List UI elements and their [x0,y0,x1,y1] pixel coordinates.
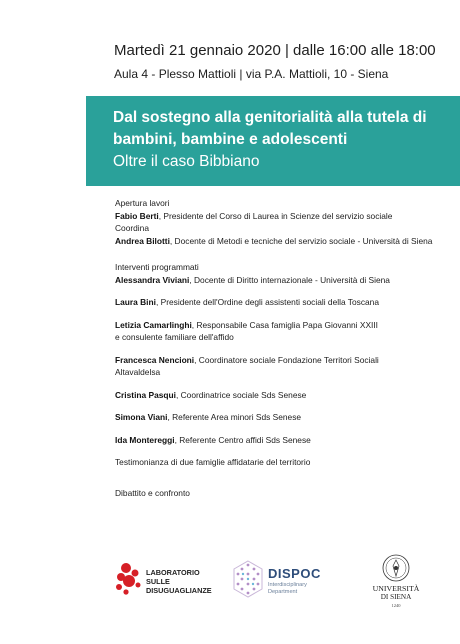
speaker-item [115,274,445,287]
opening-speaker [115,210,445,223]
speaker-item [115,296,445,309]
speaker-item [115,411,445,424]
event-title: Dal sostegno alla genitorialità alla tutela di bambini, bambine e adolescenti [113,109,427,148]
chair-speaker [115,235,445,248]
title-banner [86,96,460,186]
speaker-role: , Referente Centro affidi Sds Senese [174,434,311,445]
chair-label: Coordina [115,223,149,233]
speaker-name: Ida Montereggi [115,434,175,445]
speaker-role: , Referente Area minori Sds Senese [167,412,302,422]
event-header [114,41,436,83]
speaker-item [115,434,445,447]
red-dots-icon [114,560,144,600]
dispoc-sub: Interdisciplinary Department [268,582,307,595]
speaker-item [115,389,445,402]
speaker-role-cont: Altavaldelsa [115,367,161,377]
unisi-name: UNIVERSITÀ [372,584,420,593]
speaker-name: Cristina Pasqui [115,389,176,400]
speaker-role-cont: e consulente familiare dell'affido [115,332,234,342]
logo-footer [114,554,454,629]
speakers-label: Interventi programmati [115,262,199,272]
testimony-line: Testimonianza di due famiglie affidatarie del territorio [115,457,311,467]
speaker-name: Simona Viani [115,412,168,422]
program [115,197,445,499]
lab-logo-text: LABORATORIO SULLE DISUGUAGLIANZE [146,568,212,595]
speaker-role: , Docente di Metodi e tecniche del servizio sociale - Università di Siena [169,235,433,246]
event-venue: Aula 4 - Plesso Mattioli | via P.A. Mattioli, 10 - Siena [114,67,389,81]
speaker-role: , Coordinatore sociale Fondazione Territori Sociali [194,354,379,365]
speaker-role: , Responsabile Casa famiglia Papa Giovanni XXIII [191,319,379,330]
speaker-role: , Presidente del Corso di Laurea in Scienze del servizio sociale [158,210,393,221]
speaker-item [115,319,445,344]
speaker-name: Andrea Bilotti [115,235,170,246]
opening-label: Apertura lavori [115,198,170,208]
speaker-name: Fabio Berti [115,210,159,221]
unisi-year: 1240 [391,603,401,608]
speaker-role: , Coordinatrice sociale Sds Senese [175,389,307,400]
speaker-name: Laura Bini [115,297,156,307]
unisi-logo [366,554,426,614]
speaker-name: Francesca Nencioni [115,354,195,365]
event-subtitle: Oltre il caso Bibbiano [113,153,260,170]
dispoc-name: DISPOC [268,566,321,581]
unisi-city: DI SIENA [380,593,412,601]
event-date: Martedì 21 gennaio 2020 | dalle 16:00 alle 18:00 [114,42,436,59]
debate-line: Dibattito e confronto [115,487,190,498]
dispoc-logo [232,558,342,608]
speaker-item [115,354,445,379]
lab-disuguaglianze-logo [114,560,224,602]
speaker-name: Alessandra Viviani [115,274,190,285]
hex-grid-icon [232,560,264,600]
speaker-role: , Docente di Diritto internazionale - Università di Siena [189,274,390,285]
seal-icon [382,554,410,582]
speaker-name: Letizia Camarlinghi [115,319,192,330]
speaker-role: , Presidente dell'Ordine degli assistenti sociali della Toscana [155,297,379,307]
